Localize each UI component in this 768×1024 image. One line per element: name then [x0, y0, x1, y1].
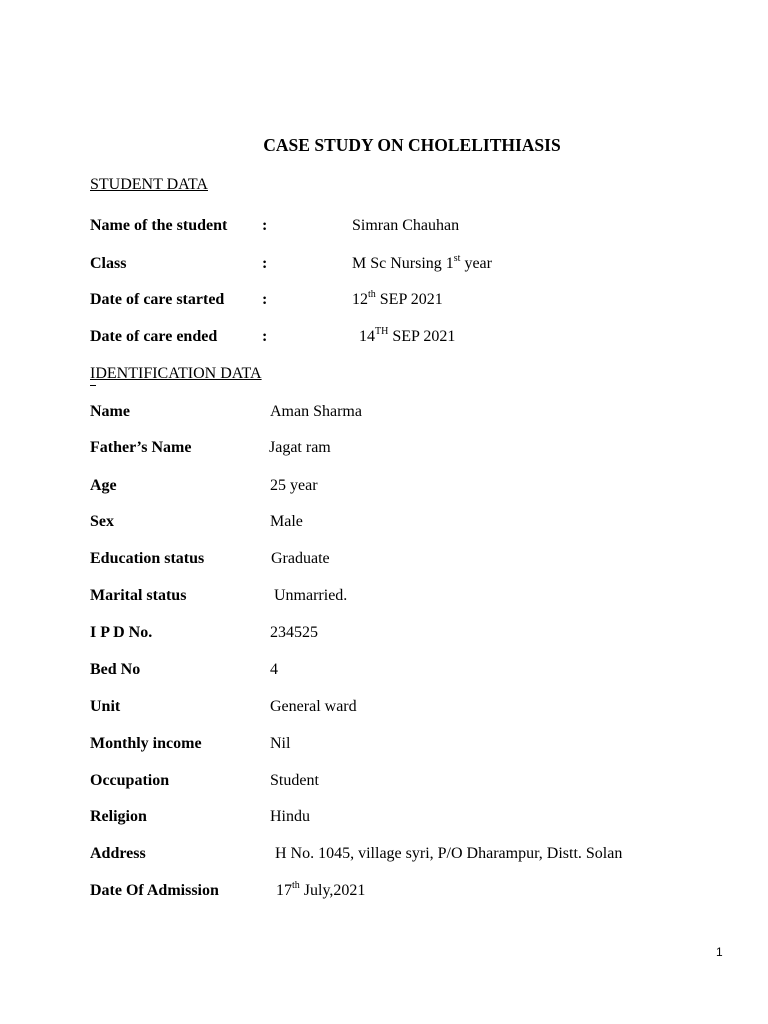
age-label: Age — [90, 477, 117, 494]
date-of-admission-label: Date Of Admission — [90, 882, 219, 899]
occupation-label: Occupation — [90, 772, 170, 789]
care-ended-label: Date of care ended — [90, 328, 218, 345]
father-name-value: Jagat ram — [269, 439, 331, 456]
education-status-label: Education status — [90, 550, 205, 567]
bed-no-value: 4 — [270, 661, 278, 678]
colon: : — [262, 291, 268, 308]
monthly-income-value: Nil — [270, 735, 291, 752]
care-started-label: Date of care started — [90, 291, 225, 308]
date-of-admission-value: 17th July,2021 — [276, 880, 366, 899]
unit-label: Unit — [90, 698, 121, 715]
religion-value: Hindu — [270, 808, 310, 825]
class-value: M Sc Nursing 1st year — [352, 253, 492, 272]
monthly-income-label: Monthly income — [90, 735, 202, 752]
occupation-value: Student — [270, 772, 319, 789]
page-number: 1 — [716, 945, 723, 959]
care-ended-value: 14TH SEP 2021 — [359, 326, 456, 345]
student-name-label: Name of the student — [90, 217, 228, 234]
age-value: 25 year — [270, 477, 318, 494]
education-status-value: Graduate — [271, 550, 330, 567]
sex-value: Male — [270, 513, 303, 530]
marital-status-label: Marital status — [90, 587, 187, 604]
address-label: Address — [90, 845, 146, 862]
ipd-no-label: I P D No. — [90, 624, 153, 641]
sex-label: Sex — [90, 513, 114, 530]
marital-status-value: Unmarried. — [274, 587, 348, 604]
care-started-value: 12th SEP 2021 — [352, 289, 443, 308]
student-data-heading: STUDENT DATA — [90, 176, 208, 193]
ipd-no-value: 234525 — [270, 624, 318, 641]
address-value: H No. 1045, village syri, P/O Dharampur, Distt. Solan — [275, 845, 623, 862]
student-name-value: Simran Chauhan — [352, 217, 460, 234]
colon: : — [262, 328, 268, 345]
divider — [90, 385, 96, 386]
colon: : — [262, 217, 268, 234]
unit-value: General ward — [270, 698, 357, 715]
colon: : — [262, 255, 268, 272]
name-value: Aman Sharma — [270, 403, 362, 420]
bed-no-label: Bed No — [90, 661, 141, 678]
religion-label: Religion — [90, 808, 147, 825]
class-label: Class — [90, 255, 127, 272]
identification-data-heading: IDENTIFICATION DATA — [90, 365, 262, 382]
name-label: Name — [90, 403, 130, 420]
father-name-label: Father’s Name — [90, 439, 192, 456]
document-title: CASE STUDY ON CHOLELITHIASIS — [263, 135, 561, 155]
